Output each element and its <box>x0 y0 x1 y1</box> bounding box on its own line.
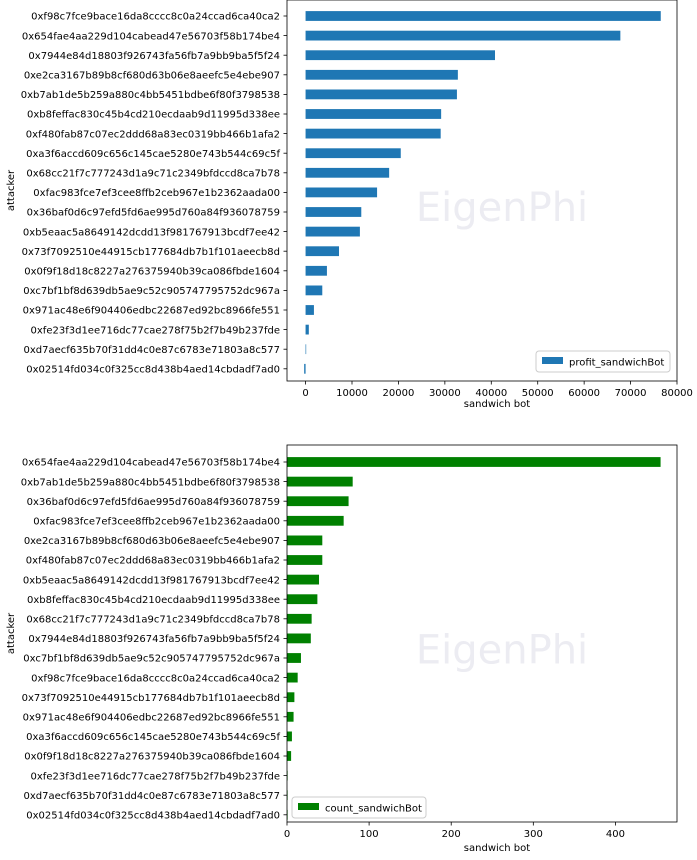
y-tick-label: 0xfe23f3d1ee716dc77cae278f75b2f7b49b237fde <box>30 325 280 337</box>
x-tick-label: 60000 <box>568 388 601 399</box>
bar-12 <box>306 227 360 237</box>
y-tick-label: 0xfac983fce7ef3cee8ffb2ceb967e1b2362aada00 <box>33 188 280 200</box>
bar-2 <box>306 31 621 41</box>
bar-5 <box>306 90 457 100</box>
y-tick-label: 0xf98c7fce9bace16da8cccc8c0a24ccad6ca40ca2 <box>31 11 280 23</box>
y-tick-label: 0x654fae4aa229d104cabead47e56703f58b174be4 <box>21 31 280 43</box>
y-tick-label: 0xfac983fce7ef3cee8ffb2ceb967e1b2362aada00 <box>33 516 280 528</box>
bar-8 <box>287 594 317 604</box>
bar-18 <box>306 344 307 354</box>
x-tick-label: 30000 <box>428 388 461 399</box>
y-tick-label: 0xf98c7fce9bace16da8cccc8c0a24ccad6ca40ca2 <box>31 673 280 685</box>
legend-label: count_sandwichBot <box>325 803 422 815</box>
bar-16 <box>287 751 291 761</box>
x-tick-label: 0 <box>302 388 309 399</box>
y-tick-label: 0xfe23f3d1ee716dc77cae278f75b2f7b49b237fde <box>30 771 280 783</box>
x-tick-label: 0 <box>283 829 291 840</box>
x-axis-label: sandwich bot <box>463 399 531 410</box>
x-tick-label: 200 <box>441 829 461 840</box>
x-axis-label: sandwich bot <box>463 843 531 854</box>
bar-6 <box>287 555 322 565</box>
y-tick-label: 0xb5eaac5a8649142dcdd13f981767913bcdf7ee42 <box>22 575 280 587</box>
y-tick-label: 0x971ac48e6f904406edbc22687ed92bc8966fe551 <box>22 712 280 724</box>
bar-8 <box>306 148 401 158</box>
bar-11 <box>287 653 301 663</box>
y-tick-label: 0xb5eaac5a8649142dcdd13f981767913bcdf7ee42 <box>22 227 280 239</box>
bar-4 <box>287 516 344 526</box>
y-tick-label: 0xb7ab1de5b259a880c4bb5451bdbe6f80f3798538 <box>20 477 280 489</box>
y-tick-label: 0xb7ab1de5b259a880c4bb5451bdbe6f80f3798538 <box>20 90 280 102</box>
chart-1 <box>6 0 693 410</box>
bar-10 <box>306 188 378 198</box>
bar-1 <box>287 457 661 467</box>
bar-7 <box>287 575 319 585</box>
bar-2 <box>287 477 353 487</box>
bar-15 <box>287 732 292 742</box>
y-tick-label: 0xb8feffac830c45b4cd210ecdaab9d11995d338ee <box>27 594 280 606</box>
x-tick-label: 50000 <box>521 388 554 399</box>
bar-19 <box>304 364 305 374</box>
y-tick-label: 0x73f7092510e44915cb177684db7b1f101aeecb8d <box>21 246 280 258</box>
legend <box>292 797 426 818</box>
bar-9 <box>306 168 390 178</box>
bar-10 <box>287 634 311 644</box>
watermark-text: EigenPhi <box>415 184 589 231</box>
bar-3 <box>306 50 495 60</box>
bar-13 <box>306 246 339 256</box>
x-tick-label: 10000 <box>336 388 368 399</box>
legend-label: profit_sandwichBot <box>569 357 665 369</box>
legend-swatch <box>542 357 563 364</box>
y-tick-label: 0x0f9f18d18c8227a276375940b39ca086fbde1604 <box>24 751 280 763</box>
bar-6 <box>306 109 442 119</box>
bar-13 <box>287 692 294 702</box>
bar-14 <box>287 712 294 722</box>
chart-2 <box>6 445 677 854</box>
y-axis-label: attacker <box>6 612 17 655</box>
y-tick-label: 0x7944e84d18803f926743fa56fb7a9bb9ba5f5f24 <box>28 50 280 62</box>
x-tick-label: 40000 <box>475 388 508 399</box>
bar-9 <box>287 614 312 624</box>
y-tick-label: 0xa3f6accd609c656c145cae5280e743b544c69c5f <box>26 732 280 744</box>
x-tick-label: 80000 <box>661 388 693 399</box>
y-tick-label: 0xc7bf1bf8d639db5ae9c52c905747795752dc967a <box>23 286 280 298</box>
y-tick-label: 0xa3f6accd609c656c145cae5280e743b544c69c5f <box>26 148 280 160</box>
y-tick-label: 0x0f9f18d18c8227a276375940b39ca086fbde1604 <box>24 266 280 278</box>
y-tick-label: 0x654fae4aa229d104cabead47e56703f58b174be4 <box>21 457 280 469</box>
y-tick-label: 0x7944e84d18803f926743fa56fb7a9bb9ba5f5f24 <box>28 634 280 646</box>
bar-17 <box>306 325 309 335</box>
y-tick-label: 0xe2ca3167b89b8cf680d63b06e8aeefc5e4ebe907 <box>23 536 280 548</box>
bar-4 <box>306 70 458 80</box>
bar-3 <box>287 496 349 506</box>
y-tick-label: 0x36baf0d6c97efd5fd6ae995d760a84f936078759 <box>26 207 280 219</box>
legend-swatch <box>298 803 319 810</box>
legend <box>536 351 670 372</box>
y-tick-label: 0x02514fd034c0f325cc8d438b4aed14cbdadf7ad0 <box>26 364 280 376</box>
y-tick-label: 0xf480fab87c07ec2ddd68a83ec0319bb466b1afa2 <box>25 129 280 141</box>
y-tick-label: 0xf480fab87c07ec2ddd68a83ec0319bb466b1afa2 <box>25 555 280 567</box>
x-tick-label: 300 <box>523 829 543 840</box>
x-tick-label: 400 <box>605 829 625 840</box>
y-tick-label: 0xe2ca3167b89b8cf680d63b06e8aeefc5e4ebe907 <box>23 70 280 82</box>
y-tick-label: 0xc7bf1bf8d639db5ae9c52c905747795752dc967a <box>23 653 280 665</box>
bar-7 <box>306 129 441 139</box>
x-tick-label: 20000 <box>382 388 415 399</box>
y-tick-label: 0x971ac48e6f904406edbc22687ed92bc8966fe551 <box>22 305 280 317</box>
bar-15 <box>306 286 323 296</box>
y-tick-label: 0x02514fd034c0f325cc8d438b4aed14cbdadf7ad0 <box>26 810 280 822</box>
y-axis-label: attacker <box>6 169 17 212</box>
y-tick-label: 0x68cc21f7c777243d1a9c71c2349bfdccd8ca7b78 <box>26 614 280 626</box>
y-tick-label: 0xb8feffac830c45b4cd210ecdaab9d11995d338ee <box>27 109 280 121</box>
bar-16 <box>306 305 314 315</box>
bar-1 <box>306 11 661 21</box>
x-tick-label: 100 <box>359 829 379 840</box>
y-tick-label: 0xd7aecf635b70f31dd4c0e87c6783e71803a8c577 <box>23 344 280 356</box>
y-tick-label: 0x68cc21f7c777243d1a9c71c2349bfdccd8ca7b78 <box>26 168 280 180</box>
bar-11 <box>306 207 362 217</box>
y-tick-label: 0xd7aecf635b70f31dd4c0e87c6783e71803a8c577 <box>23 790 280 802</box>
bar-5 <box>287 536 322 546</box>
bar-14 <box>306 266 327 276</box>
bar-12 <box>287 673 298 683</box>
watermark-text: EigenPhi <box>415 627 589 674</box>
x-tick-label: 70000 <box>614 388 647 399</box>
y-tick-label: 0x36baf0d6c97efd5fd6ae995d760a84f936078759 <box>26 496 280 508</box>
y-tick-label: 0x73f7092510e44915cb177684db7b1f101aeecb8d <box>21 692 280 704</box>
